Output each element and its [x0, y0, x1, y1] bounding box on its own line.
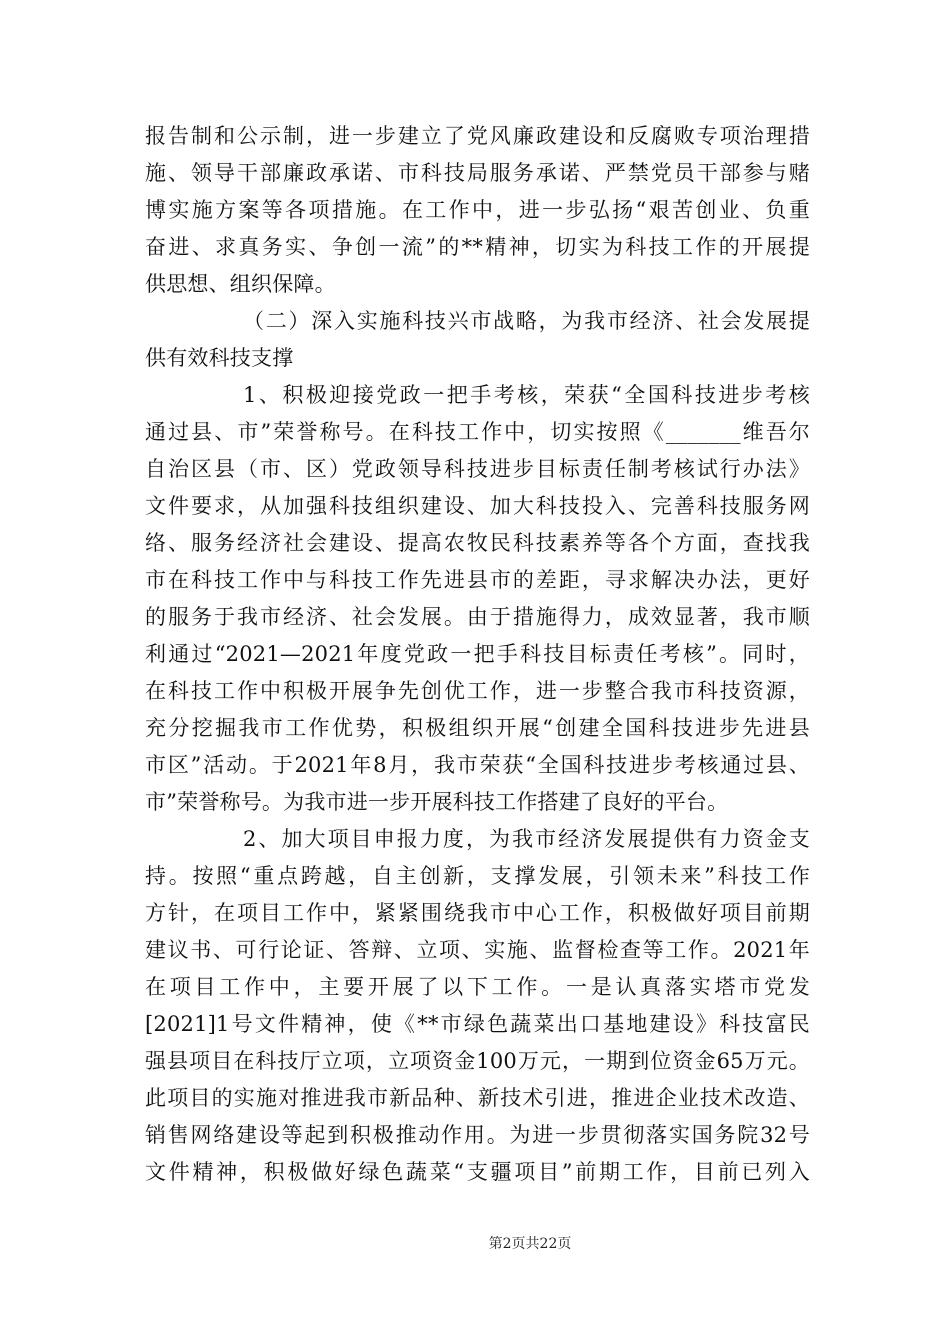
- text-line: 施、领导干部廉政承诺、市科技局服务承诺、严禁党员干部参与赌: [145, 161, 810, 185]
- page-number-footer: 第2页共22页: [488, 1236, 572, 1252]
- text-line: [2021]1号文件精神，使《**市绿色蔬菜出口基地建设》科技富民: [145, 1012, 810, 1036]
- text-line: 文件要求，从加强科技组织建设、加大科技投入、完善科技服务网: [145, 494, 810, 518]
- text-line: 1、积极迎接党政一把手考核，荣获“全国科技进步考核: [243, 383, 810, 407]
- text-line: 报告制和公示制，进一步建立了党风廉政建设和反腐败专项治理措: [145, 124, 810, 148]
- text-line: 强县项目在科技厅立项，立项资金100万元，一期到位资金65万元。: [145, 1049, 810, 1073]
- text-line: 市区”活动。于2021年8月，我市荣获“全国科技进步考核通过县、: [145, 753, 810, 777]
- text-line: 博实施方案等各项措施。在工作中，进一步弘扬“艰苦创业、负重: [145, 198, 810, 222]
- text-line: 方针，在项目工作中，紧紧围绕我市中心工作，积极做好项目前期: [145, 901, 810, 925]
- text-line: 供思想、组织保障。: [145, 272, 336, 296]
- text-line: 市在科技工作中与科技工作先进县市的差距，寻求解决办法，更好: [145, 568, 810, 592]
- text-line: 销售网络建设等起到积极推动作用。为进一步贯彻落实国务院32号: [145, 1123, 810, 1147]
- text-line: 通过县、市”荣誉称号。在科技工作中，切实按照《_______维吾尔: [145, 420, 810, 444]
- text-line: 自治区县（市、区）党政领导科技进步目标责任制考核试行办法》: [145, 457, 810, 481]
- text-line: 在项目工作中，主要开展了以下工作。一是认真落实塔市党发: [145, 975, 810, 999]
- text-line: 的服务于我市经济、社会发展。由于措施得力，成效显著，我市顺: [145, 605, 810, 629]
- section-heading-line: （二）深入实施科技兴市战略，为我市经济、社会发展提: [243, 309, 810, 333]
- text-line: 络、服务经济社会建设、提高农牧民科技素养等各个方面，查找我: [145, 531, 810, 555]
- text-line: 文件精神，积极做好绿色蔬菜“支疆项目”前期工作，目前已列入: [145, 1160, 810, 1184]
- text-line: 持。按照“重点跨越，自主创新，支撑发展，引领未来”科技工作: [145, 864, 810, 888]
- text-line: 此项目的实施对推进我市新品种、新技术引进，推进企业技术改造、: [145, 1086, 810, 1110]
- section-heading-line: 供有效科技支撑: [145, 346, 294, 370]
- text-line: 奋进、求真务实、争创一流”的**精神，切实为科技工作的开展提: [145, 235, 810, 259]
- text-line: 利通过“2021—2021年度党政一把手科技目标责任考核”。同时，: [145, 642, 810, 666]
- text-line: 在科技工作中积极开展争先创优工作，进一步整合我市科技资源，: [145, 679, 810, 703]
- text-line: 市”荣誉称号。为我市进一步开展科技工作搭建了良好的平台。: [145, 790, 729, 814]
- text-line: 2、加大项目申报力度，为我市经济发展提供有力资金支: [243, 827, 810, 851]
- text-line: 建议书、可行论证、答辩、立项、实施、监督检查等工作。2021年: [145, 938, 810, 962]
- document-body: [145, 118, 810, 1191]
- text-line: 充分挖掘我市工作优势，积极组织开展“创建全国科技进步先进县: [145, 716, 810, 740]
